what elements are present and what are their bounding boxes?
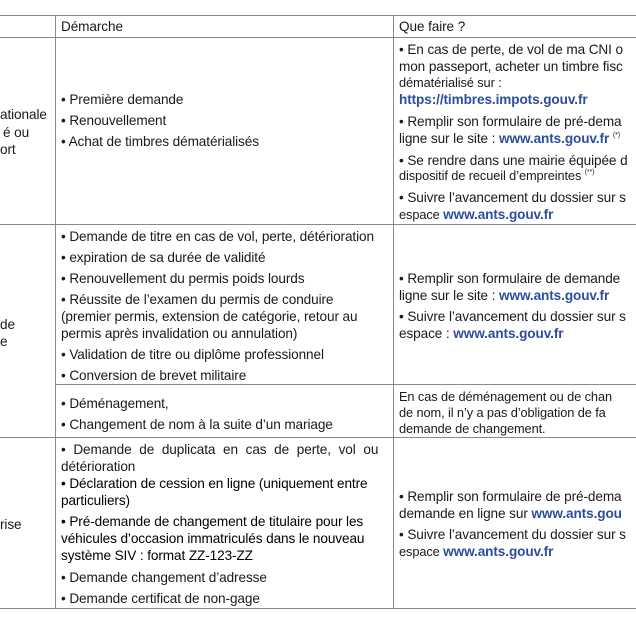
row3-demarche-item: particuliers) — [61, 493, 130, 508]
row3-demarche-item: • Demande certificat de non-gage — [61, 591, 260, 606]
row1-demarche-item: • Renouvellement — [61, 113, 167, 128]
row2b-action-text: demande de changement. — [399, 421, 546, 436]
timbres-link[interactable]: https://timbres.impots.gouv.fr — [399, 92, 588, 107]
row3-action-text: • Suivre l’avancement du dossier sur s — [399, 527, 626, 542]
row1-action-line — [399, 168, 594, 183]
row2-demarche-item: • Demande de titre en cas de vol, perte, détérioration — [61, 229, 374, 244]
row1-action-line — [399, 130, 620, 147]
row2-demarche-item: permis après invalidation ou annulation) — [61, 326, 298, 341]
row3-action-line — [399, 505, 622, 522]
row2-action-text: • Remplir son formulaire de demande — [399, 271, 621, 286]
row2-action-text: espace : — [399, 326, 454, 341]
ants-link[interactable]: www.ants.gouv.fr — [453, 326, 564, 341]
row1-action-text: mon passeport, acheter un timbre fisc — [399, 59, 623, 74]
row1-action-text: • Se rendre dans une mairie équipée d — [399, 153, 628, 168]
row2-demarche-item: (premier permis, extension de catégorie, retour au — [61, 309, 358, 324]
row3-action-line — [399, 543, 553, 560]
row1-action-line — [399, 206, 553, 223]
row1-action-text: • Remplir son formulaire de pré-dema — [399, 114, 622, 129]
row2-label: e — [0, 334, 8, 349]
row3-action-text: espace — [399, 544, 444, 559]
row2-demarche-item: • Validation de titre ou diplôme professionnel — [61, 347, 324, 362]
footnote-marker: (**) — [584, 169, 595, 176]
row3-demarche-item: système SIV : format ZZ-123-ZZ — [61, 548, 253, 563]
grid-line — [55, 15, 56, 609]
row3-demarche-item: détérioration — [61, 459, 136, 474]
header-demarche: Démarche — [61, 19, 123, 34]
row2-demarche-item: • Conversion de brevet militaire — [61, 368, 247, 383]
row2-demarche-item: • Renouvellement du permis poids lourds — [61, 271, 305, 286]
row2-demarche-item: • Réussite de l’examen du permis de conduire — [61, 292, 334, 307]
row2b-action-text: de nom, il n’y a pas d’obligation de fa — [399, 405, 606, 420]
grid-line — [393, 15, 394, 609]
row3-action-text: • Remplir son formulaire de pré-dema — [399, 489, 622, 504]
row3-demarche-item: véhicules d’occasion immatriculés dans le nouveau — [61, 531, 365, 546]
row1-label: ationale — [0, 107, 47, 122]
row2-action-line — [399, 325, 563, 342]
row3-demarche-item: • Demande de duplicata en cas de perte, vol ou — [61, 442, 379, 457]
ants-link[interactable]: www.ants.gou — [531, 506, 622, 521]
grid-line — [0, 608, 636, 609]
grid-line — [55, 384, 636, 385]
row3-demarche-item: • Déclaration de cession en ligne (uniquement entre — [61, 476, 368, 491]
row1-demarche-item: • Achat de timbres dématérialisés — [61, 134, 259, 149]
row1-label: ort — [0, 142, 16, 157]
row2-action-text: • Suivre l’avancement du dossier sur s — [399, 309, 626, 324]
row1-demarche-item: • Première demande — [61, 92, 184, 107]
ants-link[interactable]: www.ants.gouv.fr — [443, 544, 554, 559]
ants-link[interactable]: www.ants.gouv.fr — [443, 207, 554, 222]
row2-label: de — [0, 317, 15, 332]
row1-label: é ou — [3, 125, 30, 140]
row1-action-text: • En cas de perte, de vol de ma CNI o — [399, 42, 623, 57]
row1-action-text: espace — [399, 207, 444, 222]
header-que-faire: Que faire ? — [399, 19, 466, 34]
row3-demarche-item: • Demande changement d’adresse — [61, 570, 267, 585]
grid-line — [0, 37, 636, 38]
row3-label: rise — [0, 517, 22, 532]
row1-action-text: ligne sur le site : — [399, 131, 499, 146]
row2b-action-text: En cas de déménagement ou de chan — [399, 389, 612, 404]
row1-action-text: • Suivre l’avancement du dossier sur s — [399, 190, 626, 205]
row2-demarche-item: • expiration de sa durée de validité — [61, 250, 266, 265]
row2b-demarche-item: • Changement de nom à la suite d’un mariage — [61, 417, 333, 432]
grid-line — [0, 15, 636, 16]
grid-line — [0, 437, 636, 438]
row3-demarche-item: • Pré-demande de changement de titulaire pour les — [61, 514, 364, 529]
row2-action-text: ligne sur le site : — [399, 288, 499, 303]
row2-action-line — [399, 287, 609, 304]
row3-action-text: demande en ligne sur — [399, 506, 532, 521]
ants-link[interactable]: www.ants.gouv.fr — [499, 288, 610, 303]
row1-action-text: dispositif de recueil d’empreintes — [399, 168, 585, 183]
row2b-demarche-item: • Déménagement, — [61, 396, 169, 411]
ants-link[interactable]: www.ants.gouv.fr — [499, 131, 610, 146]
footnote-marker: (*) — [612, 132, 620, 139]
row1-action-text: dématérialisé sur : — [399, 75, 502, 90]
grid-line — [0, 224, 636, 225]
